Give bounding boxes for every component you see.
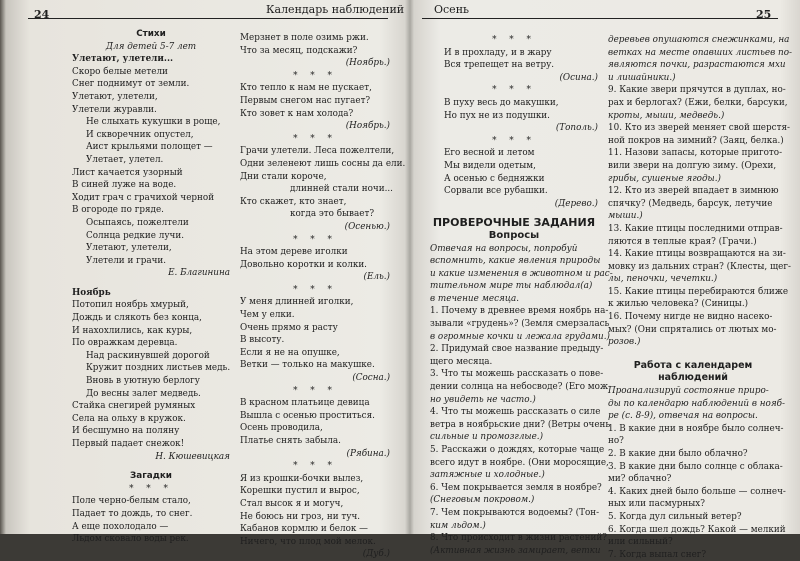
poem-line: Потопил ноябрь хмурый, — [72, 300, 189, 311]
riddle-line: Дни стали короче, — [240, 171, 327, 182]
question-line: (Активная жизнь замирает, ветки — [430, 545, 601, 556]
question-line: 15. Какие птицы перебираются ближе — [608, 286, 789, 297]
riddle-line: Я из крошки-бочки вылез, — [240, 473, 364, 484]
poem-line: Аист крыльями полощет — — [86, 142, 213, 153]
poem-line: Ходит грач с грачихой черной — [72, 192, 215, 203]
riddle-line: длинней стали ночи... — [290, 184, 393, 195]
question-line: 12. Кто из зверей впадает в зимнюю — [608, 186, 779, 197]
poem-line: Стайка снегирей румяных — [72, 401, 196, 412]
question-line: 1. Почему в древнее время ноябрь на- — [430, 306, 609, 317]
poem-line: Скоро белые метели — [72, 66, 168, 77]
question-line: ной покров на зимний? (Заяц, белка.) — [608, 135, 784, 146]
poem-line: Осыпаясь, пожелтели — [86, 217, 189, 228]
riddle-answer: (Рябина.) — [346, 448, 390, 459]
riddle-answer: (Дуб.) — [362, 549, 390, 560]
question-line: деревьев опушаются снежинками, на — [608, 35, 790, 45]
intro-line: ре (с. 8-9), отвечая на вопросы. — [608, 411, 758, 422]
question-line: лы, пеночки, чечетки.) — [608, 274, 718, 285]
riddle-answer: (Осина.) — [559, 72, 598, 83]
right-column-2 — [608, 34, 792, 561]
question-line: но увидеть не часто.) — [430, 394, 536, 405]
riddle-line: Льдом сковало воды рек. — [72, 534, 189, 545]
question-line: 9. Какие звери прячутся в дуплах, но- — [608, 85, 786, 96]
poem-line: Лист качается узорный — [72, 167, 183, 178]
question-line: являются почки, разрастаются мхи — [608, 60, 786, 71]
riddle-line: Чем у елки. — [240, 310, 295, 321]
riddle-line: Не боюсь ни гроз, ни туч. — [240, 511, 361, 522]
poem1-title: Улетают, улетели... — [72, 54, 174, 65]
question-line: 2. В какие дни было облачно? — [608, 449, 748, 459]
question-line: 13. Какие птицы последними отправ- — [608, 223, 783, 234]
poem-line: В огороде по гряде. — [72, 205, 164, 216]
intro-line: ды по календарю наблюдений в нояб- — [608, 398, 786, 409]
poem-line: Улетели журавли. — [72, 104, 157, 115]
question-line: 6. Чем покрывается земля в ноябре? — [430, 482, 602, 493]
question-line: всего идут в ноябре. (Они моросящие, — [430, 457, 609, 468]
question-line: 5. Когда дул сильный ветер? — [608, 511, 742, 522]
riddle-answer: (Сосна.) — [352, 373, 390, 384]
poem1-author: Е. Благинина — [168, 268, 230, 279]
riddle-line: Его весной и летом — [444, 148, 535, 159]
riddle-line: Мерзнет в поле озимь ржи. — [240, 33, 369, 43]
intro-line: в течение месяца. — [430, 293, 520, 304]
left-page — [28, 0, 406, 560]
riddle-line: Платье снять забыла. — [240, 436, 341, 446]
riddle-answer: (Ноябрь.) — [345, 58, 390, 69]
riddle-line: Падает то дождь, то снег. — [72, 508, 193, 519]
question-line: 6. Когда шел дождь? Какой — мелкий — [608, 524, 786, 535]
poem-line: И бесшумно на поляну — [72, 426, 180, 437]
poem-line: Первый падает снежок! — [72, 439, 185, 449]
question-line: вили звери на долгую зиму. (Орехи, — [608, 160, 777, 171]
section-title-poems: Стихи — [136, 29, 166, 39]
question-line: ных или пасмурных? — [608, 499, 705, 510]
poem-line: Дождь и слякоть без конца, — [72, 313, 202, 324]
poem-line: В синей луже на воде. — [72, 180, 177, 191]
question-line: 3. Что ты можешь рассказать о пове- — [430, 369, 604, 380]
poem-line: Улетают, улетели, — [86, 243, 172, 254]
separator-stars: * * * — [492, 135, 536, 146]
question-line: грибы, сушеные ягоды.) — [608, 173, 721, 184]
riddle-line: А еще похолодало — — [72, 521, 169, 532]
riddle-line: Ничего, что плод мой мелок. — [240, 536, 376, 547]
separator-stars: * * * — [293, 284, 337, 295]
left-running-title: Календарь наблюдений — [266, 3, 405, 16]
poem-line: Солнца редкие лучи. — [86, 230, 185, 241]
question-line: и лишайники.) — [608, 72, 676, 83]
question-line: 7. Когда выпал снег? — [608, 549, 707, 560]
poem-line: И скворечник опустел, — [86, 129, 194, 140]
question-line: 7. Чем покрываются водоемы? (Тон- — [430, 507, 600, 518]
question-line: 4. Каких дней было больше — солнеч- — [608, 486, 786, 497]
separator-stars: * * * — [492, 85, 536, 96]
right-header-rule — [422, 18, 778, 19]
riddle-answer: (Тополь.) — [555, 123, 598, 134]
riddle-line: На этом дереве иголки — [240, 247, 348, 258]
question-line: но? — [608, 436, 624, 447]
question-line: 2. Придумай свое название предыду- — [430, 344, 604, 355]
poem-line: По овражкам деревца. — [72, 338, 178, 349]
question-line: 11. Назови запасы, которые пригото- — [608, 148, 783, 159]
riddle-line: Сорвали все рубашки. — [444, 186, 548, 197]
question-line: 14. Какие птицы возвращаются на зи- — [608, 249, 786, 260]
poem-line: Улетели и грачи. — [86, 255, 167, 266]
riddle-answer: (Осенью.) — [344, 221, 390, 232]
riddle-answer: (Ноябрь.) — [345, 121, 390, 132]
separator-stars: * * * — [492, 35, 536, 45]
poem-line: И нахохлились, как куры, — [72, 325, 193, 336]
question-line: 16. Почему нигде не видно насеко- — [608, 312, 773, 323]
left-page-number: 24 — [34, 8, 50, 21]
riddle-line: В высоту. — [240, 335, 285, 346]
right-column-1 — [430, 34, 613, 557]
question-line: рах и берлогах? (Ежи, белки, барсуки, — [608, 97, 788, 108]
riddle-line: А осенью с бедняжки — [444, 173, 545, 184]
poem-line: Над раскинувшей дорогой — [86, 350, 210, 361]
separator-stars: * * * — [293, 70, 337, 81]
poem-line: Не слыхать кукушки в роще, — [86, 117, 221, 128]
question-line: ветках на месте опавших листьев по- — [608, 47, 792, 58]
intro-line: Проанализируй состояние приро- — [608, 386, 769, 397]
riddle-answer: (Дерево.) — [554, 198, 598, 209]
left-column-2 — [240, 32, 406, 561]
question-line: к жилью человека? (Синицы.) — [608, 299, 749, 310]
riddle-line: Мы видели одетым, — [444, 160, 536, 171]
poems-subtitle: Для детей 5-7 лет — [105, 41, 197, 52]
question-line: дении солнца на небосводе? (Его мож- — [430, 382, 612, 393]
riddle-line: Кто скажет, кто знает, — [240, 196, 347, 207]
riddle-line: Но пух не из подушки. — [444, 110, 550, 121]
riddle-line: Кабанов кормлю и белок — — [240, 524, 368, 535]
right-running-title: Осень — [434, 3, 470, 16]
question-line: мых? (Они спрятались от лютых мо- — [608, 324, 777, 335]
section-title-riddles: Загадки — [130, 471, 172, 482]
poem-line: Снег поднимут от земли. — [72, 79, 190, 90]
intro-line: Отвечая на вопросы, попробуй — [430, 243, 578, 254]
question-line: зывали «грудень»? (Земля смерзалась — [430, 319, 610, 330]
left-column-1 — [72, 28, 230, 546]
poem2-author: Н. Кюшевицкая — [155, 451, 230, 462]
intro-line: тительном мире ты наблюдал(а) — [430, 281, 593, 292]
riddle-line: В красном платьице девица — [240, 398, 370, 409]
question-line: спячку? (Медведь, барсук, летучие — [608, 198, 773, 209]
question-line: 4. Что ты можешь рассказать о силе — [430, 407, 601, 418]
question-line: мовку из дальних стран? (Клесты, щег- — [608, 261, 791, 272]
riddle-line: Довольно коротки и колки. — [240, 259, 367, 270]
question-line: (Снеговым покровом.) — [430, 495, 535, 506]
question-line: ветра в ноябрьские дни? (Ветры очень — [430, 419, 611, 430]
riddle-line: Корешки пустил и вырос, — [240, 486, 360, 497]
separator-stars: * * * — [293, 234, 337, 245]
poem2-title: Ноябрь — [72, 287, 111, 298]
question-line: розов.) — [608, 337, 641, 348]
riddle-line: Кто зовет к нам холода? — [240, 108, 354, 119]
intro-line: вспомнить, какие явления природы — [430, 256, 601, 267]
riddle-line: Поле черно-белым стало, — [72, 496, 191, 507]
riddle-line: Одни зеленеют лишь сосны да ели. — [240, 158, 406, 169]
separator-stars: * * * — [129, 483, 173, 494]
poem-line: Улетают, улетели, — [72, 91, 158, 102]
question-line: кроты, мыши, медведь.) — [608, 110, 725, 121]
riddle-line: Осень проводила, — [240, 423, 323, 434]
riddle-line: Если я не на опушке, — [240, 347, 340, 358]
intro-line: и какие изменения в животном и рас- — [430, 268, 613, 279]
riddle-line: Что за месяц, подскажи? — [240, 45, 358, 56]
questions-title: Вопросы — [488, 229, 540, 241]
section-title-work-2: наблюдений — [658, 372, 728, 384]
question-line: сильные и промозглые.) — [430, 432, 544, 443]
riddle-line: Ветки — только на макушке. — [240, 360, 375, 371]
question-line: или сильный? — [608, 537, 673, 548]
riddle-line: Вся трепещет на ветру. — [444, 60, 555, 71]
question-line: мыши.) — [608, 211, 643, 222]
right-page-number: 25 — [756, 8, 772, 21]
separator-stars: * * * — [293, 461, 337, 472]
riddle-line: Кто тепло к нам не пускает, — [240, 83, 372, 94]
riddle-line: В пуху весь до макушки, — [444, 97, 559, 108]
question-line: 3. В какие дни было солнце с облака- — [608, 461, 783, 472]
question-line: затяжные и холодные.) — [430, 470, 545, 481]
riddle-line: Первым снегом нас пугает? — [240, 95, 371, 106]
question-line: ким льдом.) — [430, 520, 486, 531]
separator-stars: * * * — [293, 133, 337, 144]
left-header-rule — [28, 18, 388, 19]
question-line: в огромные кочки и лежала грудами.) — [430, 331, 610, 342]
riddle-line: У меня длинней иголки, — [240, 297, 354, 308]
question-line: 1. В какие дни в ноябре было солнеч- — [608, 423, 784, 434]
question-line: ляются в теплые края? (Грачи.) — [608, 236, 757, 247]
poem-line: Кружит поздних листьев медь. — [86, 363, 231, 374]
poem-line: Вновь в уютную берлогу — [86, 376, 200, 387]
riddle-line: Стал высок я и могуч, — [240, 498, 344, 509]
riddle-answer: (Ель.) — [363, 272, 390, 283]
section-title-checks: ПРОВЕРОЧНЫЕ ЗАДАНИЯ — [432, 216, 596, 230]
riddle-line: Грачи улетели. Леса пожелтели, — [240, 146, 395, 157]
question-line: 8. Что происходит в жизни растений? — [430, 533, 607, 544]
riddle-line: когда это бывает? — [290, 209, 375, 220]
right-page — [412, 0, 792, 560]
question-line: щего месяца. — [430, 356, 493, 367]
poem-line: До весны залег медведь. — [86, 388, 201, 399]
riddle-line: И в прохладу, и в жару — [444, 47, 552, 58]
separator-stars: * * * — [293, 385, 337, 396]
question-line: 5. Расскажи о дождях, которые чаще — [430, 445, 605, 455]
poem-line: Улетает, улетел. — [86, 154, 164, 165]
poem-line: Села на ольху в кружок. — [72, 413, 186, 424]
question-line: ми? облачно? — [608, 474, 672, 485]
riddle-line: Очень прямо я расту — [240, 322, 338, 333]
riddle-line: Вышла с осенью проститься. — [240, 410, 375, 421]
section-title-work: Работа с календарем — [633, 359, 753, 371]
question-line: 10. Кто из зверей меняет свой шерстя- — [608, 123, 790, 134]
